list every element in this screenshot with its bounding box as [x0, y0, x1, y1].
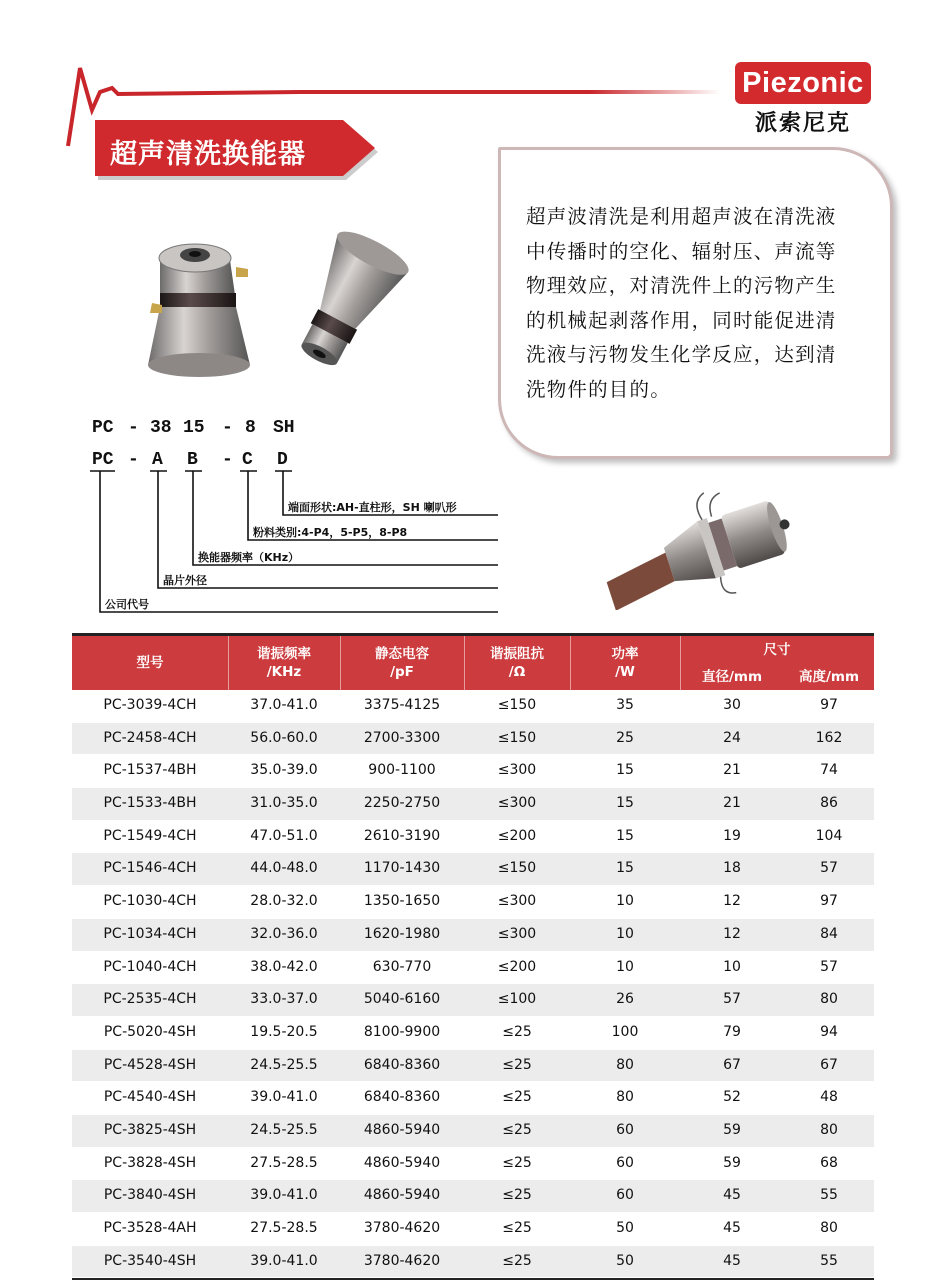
description-line: 超声波清洗是利用超声波在清洗液	[526, 205, 837, 228]
cell-diameter: 19	[723, 827, 741, 844]
table-row	[72, 886, 874, 919]
col-header-frequency: 谐振频率 /KHz	[257, 646, 311, 680]
cell-power: 10	[616, 958, 634, 975]
cell-power: 26	[616, 991, 634, 1008]
cell-capacitance: 1620-1980	[363, 925, 441, 942]
spec-table	[72, 633, 874, 1280]
cell-frequency: 38.0-42.0	[250, 958, 318, 975]
cell-height: 48	[820, 1089, 838, 1106]
cell-power: 10	[616, 893, 634, 910]
cell-model: PC-3528-4AH	[103, 1220, 197, 1236]
cell-capacitance: 3375-4125	[363, 697, 441, 713]
cell-diameter: 67	[723, 1056, 741, 1073]
cell-capacitance: 4860-5940	[363, 1154, 441, 1171]
cell-height: 57	[820, 958, 838, 975]
cell-frequency: 35.0-39.0	[250, 762, 318, 779]
cell-power: 15	[616, 860, 634, 877]
table-row	[72, 1115, 874, 1148]
cell-model: PC-1546-4CH	[103, 860, 197, 877]
cell-impedance: ≤300	[497, 925, 537, 942]
cell-capacitance: 6840-8360	[363, 1089, 441, 1106]
col-header-impedance: 谐振阻抗 /Ω	[490, 646, 544, 680]
code-pattern-pc: PC	[92, 450, 114, 470]
label-company-code: 公司代号	[105, 598, 149, 611]
col-header-model: 型号	[136, 655, 164, 671]
cell-power: 15	[616, 827, 634, 844]
cell-diameter: 12	[723, 925, 741, 942]
cell-model: PC-1537-4BH	[103, 762, 197, 779]
cell-frequency: 39.0-41.0	[250, 1187, 318, 1204]
cell-diameter: 21	[723, 762, 741, 779]
cell-model: PC-3840-4SH	[103, 1187, 197, 1204]
cell-model: PC-1030-4CH	[103, 893, 197, 910]
code-pattern-d: D	[277, 450, 288, 470]
cell-power: 100	[611, 1023, 639, 1040]
cell-frequency: 28.0-32.0	[250, 893, 318, 910]
cell-model: PC-2458-4CH	[103, 729, 197, 746]
cell-height: 57	[820, 860, 838, 877]
cell-impedance: ≤300	[497, 893, 537, 910]
cell-impedance: ≤150	[497, 860, 537, 877]
cell-capacitance: 8100-9900	[363, 1023, 441, 1040]
cell-power: 60	[616, 1154, 634, 1171]
description-line: 的机械起剥落作用，同时能促进清	[526, 308, 837, 332]
cell-diameter: 10	[723, 958, 741, 975]
cell-impedance: ≤25	[502, 1187, 532, 1204]
code-example-b: 15	[183, 418, 205, 438]
cell-power: 25	[616, 729, 634, 746]
diagram-leader-lines	[70, 410, 510, 625]
cell-frequency: 19.5-20.5	[250, 1023, 318, 1040]
code-example-a: 38	[150, 418, 172, 438]
cell-diameter: 45	[723, 1252, 741, 1269]
cell-height: 97	[820, 697, 838, 713]
col-header-size: 尺寸	[763, 641, 791, 658]
cell-diameter: 18	[723, 860, 741, 877]
cell-frequency: 56.0-60.0	[250, 729, 318, 746]
page-title: 超声清洗换能器	[110, 139, 306, 170]
cell-power: 60	[616, 1187, 634, 1204]
cell-model: PC-5020-4SH	[103, 1023, 197, 1040]
description-line: 洗物件的目的。	[526, 377, 671, 401]
cell-frequency: 27.5-28.5	[250, 1154, 318, 1171]
cell-diameter: 21	[723, 795, 741, 812]
table-row	[72, 1082, 874, 1115]
cell-height: 94	[820, 1023, 838, 1040]
table-row	[72, 952, 874, 985]
cell-impedance: ≤25	[502, 1220, 532, 1236]
cell-frequency: 31.0-35.0	[250, 795, 318, 812]
model-code-diagram	[70, 410, 510, 625]
cell-capacitance: 4860-5940	[363, 1121, 441, 1138]
col-header-power: 功率 /W	[611, 646, 639, 680]
cell-frequency: 24.5-25.5	[250, 1121, 318, 1138]
cell-impedance: ≤25	[502, 1252, 532, 1269]
cell-height: 97	[820, 893, 838, 910]
cell-model: PC-4528-4SH	[103, 1056, 197, 1073]
cell-height: 104	[815, 827, 843, 844]
cell-power: 50	[616, 1252, 634, 1269]
table-row	[72, 723, 874, 756]
table-header	[72, 633, 874, 690]
cell-height: 55	[820, 1187, 838, 1204]
table-body	[72, 690, 874, 1278]
cell-diameter: 79	[723, 1023, 741, 1040]
col-header-diameter: 直径/mm	[701, 668, 763, 685]
cell-model: PC-4540-4SH	[103, 1089, 197, 1106]
col-header-capacitance: 静态电容 /pF	[375, 646, 429, 680]
cell-capacitance: 4860-5940	[363, 1187, 441, 1204]
cell-power: 15	[616, 795, 634, 812]
cell-impedance: ≤100	[497, 991, 537, 1008]
cell-capacitance: 2700-3300	[363, 729, 441, 746]
cell-model: PC-1040-4CH	[103, 958, 197, 975]
transducer-right	[281, 225, 414, 379]
cell-height: 80	[820, 1220, 838, 1236]
cell-power: 50	[616, 1220, 634, 1236]
cell-capacitance: 2610-3190	[363, 827, 441, 844]
cell-capacitance: 3780-4620	[363, 1252, 441, 1269]
table-row	[72, 690, 874, 723]
cell-power: 60	[616, 1121, 634, 1138]
cell-model: PC-1549-4CH	[103, 827, 197, 844]
table-row	[72, 1017, 874, 1050]
cell-power: 35	[616, 697, 634, 713]
cell-capacitance: 1170-1430	[363, 860, 441, 877]
transducer-product-image	[140, 225, 420, 400]
table-row	[72, 821, 874, 854]
code-example-d: SH	[273, 418, 295, 438]
horn-transducer-image	[595, 480, 815, 610]
code-example-c: 8	[245, 418, 256, 438]
cell-frequency: 27.5-28.5	[250, 1220, 318, 1236]
cell-height: 80	[820, 991, 838, 1008]
cell-diameter: 59	[723, 1154, 741, 1171]
cell-frequency: 39.0-41.0	[250, 1089, 318, 1106]
transducer-left	[148, 244, 250, 377]
cell-height: 84	[820, 925, 838, 942]
cell-frequency: 32.0-36.0	[250, 925, 318, 942]
cell-impedance: ≤300	[497, 762, 537, 779]
cell-impedance: ≤300	[497, 795, 537, 812]
description-line: 洗液与污物发生化学反应，达到清	[526, 343, 837, 366]
cell-power: 10	[616, 925, 634, 942]
code-pattern-dash: -	[128, 450, 139, 470]
label-material: 粉料类别:4-P4，5-P5，8-P8	[253, 526, 408, 539]
cell-model: PC-3540-4SH	[103, 1252, 197, 1269]
cell-capacitance: 5040-6160	[363, 991, 441, 1008]
cell-capacitance: 3780-4620	[363, 1220, 441, 1236]
cell-diameter: 12	[723, 893, 741, 910]
cell-diameter: 30	[723, 697, 741, 713]
cell-frequency: 39.0-41.0	[250, 1252, 318, 1269]
description-text	[526, 200, 871, 407]
cell-height: 80	[820, 1121, 838, 1138]
table-row	[72, 755, 874, 788]
cell-height: 67	[820, 1056, 838, 1073]
cell-height: 162	[815, 729, 843, 746]
label-frequency: 换能器频率（KHz）	[198, 551, 300, 564]
cell-impedance: ≤25	[502, 1023, 532, 1040]
cell-model: PC-3828-4SH	[103, 1154, 197, 1171]
cell-impedance: ≤150	[497, 729, 537, 746]
cell-model: PC-3039-4CH	[103, 697, 197, 713]
table-row	[72, 984, 874, 1017]
cell-height: 68	[820, 1154, 838, 1171]
table-row	[72, 788, 874, 821]
table-row	[72, 1050, 874, 1083]
col-header-height: 高度/mm	[798, 668, 860, 685]
cell-diameter: 57	[723, 991, 741, 1008]
label-end-shape: 端面形状:AH-直柱形，SH 喇叭形	[288, 501, 457, 514]
table-row	[72, 1213, 874, 1246]
cell-impedance: ≤25	[502, 1056, 532, 1073]
cell-frequency: 33.0-37.0	[250, 991, 318, 1008]
cell-power: 15	[616, 762, 634, 779]
cell-power: 80	[616, 1056, 634, 1073]
cell-model: PC-2535-4CH	[103, 991, 197, 1008]
cell-frequency: 37.0-41.0	[250, 697, 318, 713]
cell-height: 74	[820, 762, 838, 779]
cell-impedance: ≤25	[502, 1121, 532, 1138]
code-example-dash2: -	[222, 418, 233, 438]
description-line: 物理效应，对清洗件上的污物产生	[526, 274, 837, 297]
cell-model: PC-1533-4BH	[103, 795, 197, 812]
cell-capacitance: 2250-2750	[363, 795, 441, 812]
brand-logo: Piezonic	[735, 62, 871, 104]
description-line: 中传播时的空化、辐射压、声流等	[526, 239, 837, 263]
table-row	[72, 1180, 874, 1213]
cell-height: 55	[820, 1252, 838, 1269]
cell-impedance: ≤25	[502, 1154, 532, 1171]
code-example-dash: -	[128, 418, 139, 438]
code-pattern-a: A	[152, 450, 163, 470]
cell-capacitance: 900-1100	[368, 762, 436, 779]
cell-frequency: 24.5-25.5	[250, 1056, 318, 1073]
cell-frequency: 47.0-51.0	[250, 827, 318, 844]
cell-diameter: 24	[723, 729, 741, 746]
label-chip-diameter: 晶片外径	[163, 574, 207, 587]
cell-power: 80	[616, 1089, 634, 1106]
cell-impedance: ≤150	[497, 697, 537, 713]
table-row	[72, 1246, 874, 1279]
cell-capacitance: 1350-1650	[363, 893, 441, 910]
cell-frequency: 44.0-48.0	[250, 860, 318, 877]
cell-impedance: ≤25	[502, 1089, 532, 1106]
cell-diameter: 59	[723, 1121, 741, 1138]
cell-diameter: 45	[723, 1220, 741, 1236]
cell-capacitance: 630-770	[372, 958, 432, 975]
cell-model: PC-1034-4CH	[103, 925, 197, 942]
code-pattern-b: B	[187, 450, 198, 470]
code-pattern-dash2: -	[222, 450, 233, 470]
code-pattern-c: C	[242, 450, 253, 470]
cell-capacitance: 6840-8360	[363, 1056, 441, 1073]
cell-impedance: ≤200	[497, 958, 537, 975]
cell-diameter: 45	[723, 1187, 741, 1204]
code-example-pc: PC	[92, 418, 114, 438]
cell-height: 86	[820, 795, 838, 812]
table-row	[72, 919, 874, 952]
cell-diameter: 52	[723, 1089, 741, 1106]
brand-logo-cn: 派索尼克	[754, 111, 851, 136]
table-row	[72, 1148, 874, 1181]
table-row	[72, 853, 874, 886]
cell-model: PC-3825-4SH	[103, 1121, 197, 1138]
cell-impedance: ≤200	[497, 827, 537, 844]
